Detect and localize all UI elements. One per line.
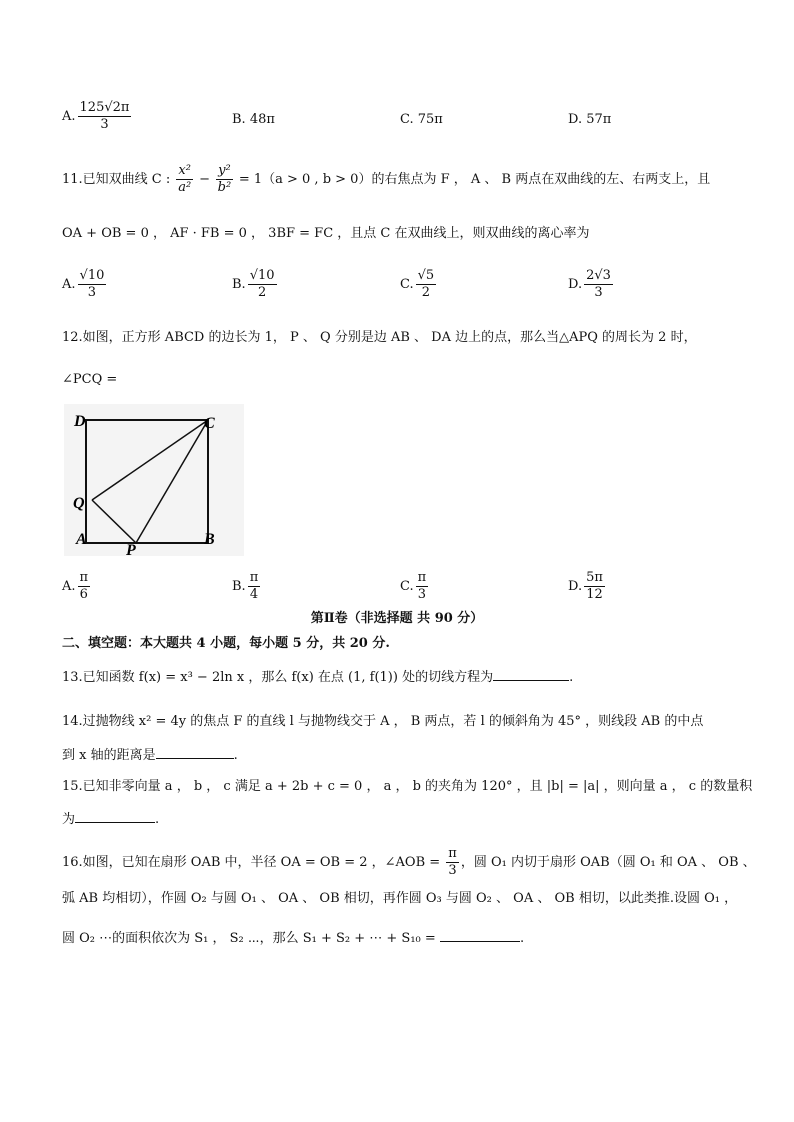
q16-answer-blank bbox=[440, 941, 520, 942]
label-a: A bbox=[76, 531, 87, 548]
q11-stem-line2: OA + OB = 0 ， AF · FB = 0 ， 3BF = FC ，且点 C 在双曲线上，则双曲线的离心率为 bbox=[62, 226, 590, 241]
label-q: Q bbox=[73, 495, 85, 512]
label-p: P bbox=[126, 542, 136, 556]
section-2-title: 第Ⅱ卷（非选择题 共 90 分） bbox=[310, 611, 484, 626]
label-d: D bbox=[74, 413, 86, 430]
label-b: B bbox=[204, 531, 215, 548]
q11-stem-line1: 11.已知双曲线 C : $\frac{\text{x²}}{\text{a²}}$ − $\frac{\text{y²}}{\text{b²}}$ = 1（a > 0 , b > 0）的右焦点为 F ， A 、 B 两点在双曲线的左、右两支上，且 bbox=[62, 163, 711, 195]
q16-stem-line2: 弧 AB 均相切），作圆 O₂ 与圆 O₁ 、 OA 、 OB 相切，再作圆 O₃ 与圆 O₂ 、 OA 、 OB 相切，以此类推.设圆 O₁ ， bbox=[62, 891, 738, 906]
q12-stem-line1: 12.如图，正方形 ABCD 的边长为 1， P 、 Q 分别是边 AB 、 DA 边上的点，那么当△APQ 的周长为 2 时， bbox=[62, 330, 697, 345]
q14-stem-line2: 到 x 轴的距离是 . bbox=[62, 748, 238, 763]
q13-stem: 13.已知函数 f(x) = x³ − 2ln x ，那么 f(x) 在点 (1, f(1)) 处的切线方程为 . bbox=[62, 670, 574, 685]
label-c: C bbox=[204, 415, 215, 432]
q11-option-b: B. $\frac{√10}{2}$ bbox=[232, 268, 275, 300]
q12-option-c: C. $\frac{\pi}{3}$ bbox=[400, 570, 427, 602]
q16-stem-line1: 16.如图，已知在扇形 OAB 中，半径 OA = OB = 2 ，∠AOB = $\frac{\pi}{3}$ ，圆 O₁ 内切于扇形 OAB（圆 O₁ 和 OA 、 OB 、 bbox=[62, 846, 756, 878]
q11-fraction-x: $\frac{\text{x²}}{\text{a²}}$ bbox=[178, 163, 192, 195]
q12-stem-line2: ∠PCQ = bbox=[62, 372, 118, 387]
q12-option-a: A. $\frac{\pi}{6}$ bbox=[62, 570, 89, 602]
q13-answer-blank bbox=[493, 680, 569, 681]
q10-option-a-fraction: $\frac{125√2\pi}{3}$ bbox=[79, 100, 130, 132]
figure-background bbox=[64, 404, 244, 556]
q11-fraction-y: $\frac{\text{y²}}{\text{b²}}$ bbox=[217, 163, 232, 195]
q12-option-b: B. $\frac{\pi}{4}$ bbox=[232, 570, 259, 602]
q15-stem-line1: 15.已知非零向量 a ， b ， c 满足 a + 2b + c = 0 ， a ， b 的夹角为 120° ，且 |b| = |a| ，则向量 a ， c 的数量积 bbox=[62, 779, 753, 794]
q11-option-a: A. $\frac{√10}{3}$ bbox=[62, 268, 105, 300]
q10-option-b: B. 48π bbox=[232, 112, 275, 127]
q16-stem-line3: 圆 O₂ ⋯的面积依次为 S₁ ， S₂ ⋯，那么 S₁ + S₂ + ⋯ + S₁₀ = . bbox=[62, 931, 525, 946]
q10-option-c: C. 75π bbox=[400, 112, 443, 127]
q11-option-c: C. $\frac{√5}{2}$ bbox=[400, 268, 435, 300]
q14-stem-line1: 14.过抛物线 x² = 4y 的焦点 F 的直线 l 与抛物线交于 A ， B 两点，若 l 的倾斜角为 45° ，则线段 AB 的中点 bbox=[62, 714, 704, 729]
q12-option-d: D. $\frac{5\pi}{12}$ bbox=[568, 570, 603, 602]
q11-option-d: D. $\frac{2√3}{3}$ bbox=[568, 268, 611, 300]
q14-answer-blank bbox=[156, 758, 234, 759]
fill-in-heading: 二、填空题：本大题共 4 小题，每小题 5 分，共 20 分. bbox=[62, 636, 390, 651]
q10-option-d: D. 57π bbox=[568, 112, 612, 127]
q12-square-figure bbox=[64, 404, 244, 556]
q15-stem-line2: 为 . bbox=[62, 812, 160, 827]
q15-answer-blank bbox=[75, 822, 155, 823]
q10-option-a: A. $\frac{125√2\pi}{3}$ bbox=[62, 100, 130, 132]
